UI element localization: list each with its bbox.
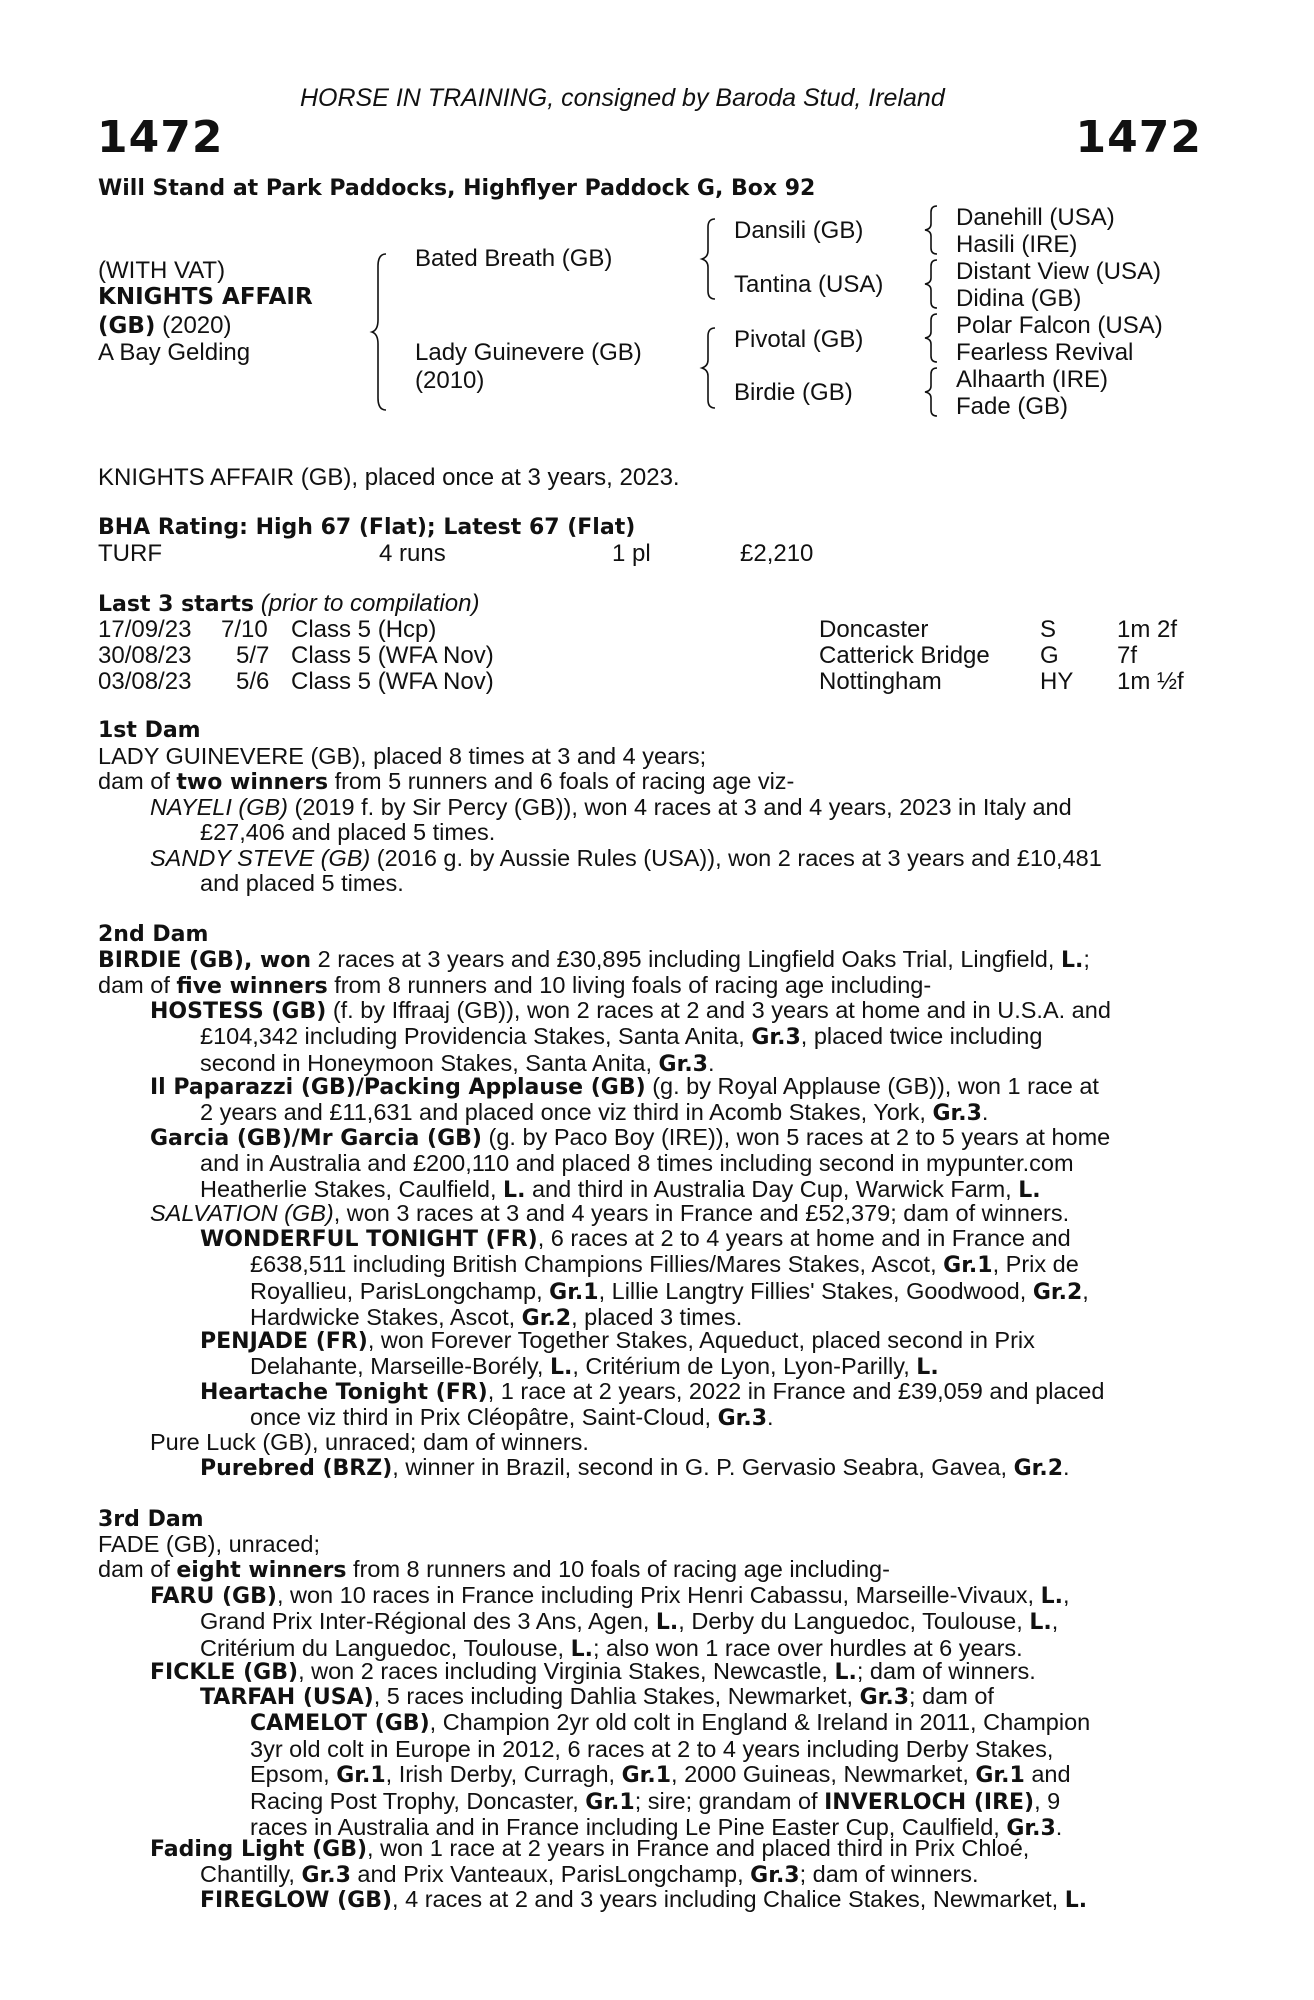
rating-placings: 1 pl (612, 540, 651, 567)
pedigree-bracket-main (372, 252, 392, 412)
dam: Lady Guinevere (GB) (415, 339, 642, 366)
gg-sire-sire-dam: Hasili (IRE) (956, 231, 1078, 258)
start-distance: 1m ½f (1117, 668, 1184, 695)
consignment-line: HORSE IN TRAINING, consigned by Baroda Stud, Ireland (300, 84, 945, 112)
progeny-faru: FARU (GB), won 10 races in France including Prix Henri Cabassu, Marseille-Vivaux, L., Grand Prix Inter-Régional des 3 Ans, Agen, L., Derby du Languedoc, Toulouse, L., Critérium du Languedoc, Toulouse, L.; also won 1 race over hurdles at 6 years. (150, 1582, 1070, 1662)
start-course: Nottingham (819, 668, 942, 695)
gg-dam-dam-dam: Fade (GB) (956, 393, 1069, 420)
start-position: 5/7 (236, 642, 270, 669)
start-going: G (1040, 642, 1059, 669)
third-dam-heading: 3rd Dam (98, 1507, 204, 1532)
gg-dam-dam-sire: Alhaarth (IRE) (956, 366, 1109, 393)
start-course: Doncaster (819, 616, 929, 643)
progeny-tarfah: TARFAH (USA), 5 races including Dahlia Stakes, Newmarket, Gr.3; dam of CAMELOT (GB), Champion 2yr old colt in England & Ireland in 2011, Champion 3yr old colt in Europe in 2012, 6 races at 2 to 4 years including Derby Stakes, Epsom, Gr.1, Irish Derby, Curragh, Gr.1, 2000 Guineas, Newmarket, Gr.1 and Racing Post Trophy, Doncaster, Gr.1; sire; grandam of INVERLOCH (IRE), 9 races in Australia and in France including Le Pine Easter Cup, Caulfield, Gr.3. (200, 1683, 1091, 1842)
sire-sire: Dansili (GB) (734, 217, 864, 244)
gg-sire-sire-sire: Danehill (USA) (956, 204, 1115, 231)
start-distance: 1m 2f (1117, 616, 1178, 643)
start-race: Class 5 (WFA Nov) (291, 642, 494, 669)
start-date: 17/09/23 (98, 616, 192, 643)
pedigree-bracket-gg4 (925, 366, 941, 418)
second-dam-text: BIRDIE (GB), won 2 races at 3 years and £30,895 including Lingfield Oaks Trial, Lingfield, L.; dam of five winners from 8 runners and 10 living foals of racing age including- (98, 946, 1090, 1000)
bha-rating: BHA Rating: High 67 (Flat); Latest 67 (Flat) (98, 515, 636, 540)
start-going: HY (1040, 668, 1074, 695)
progeny-garcia: Garcia (GB)/Mr Garcia (GB) (g. by Paco Boy (IRE)), won 5 races at 2 to 5 years at home and in Australia and £200,110 and placed 8 times including second in mypunter.com Heatherlie Stakes, Caulfield, L. and third in Australia Day Cup, Warwick Farm, L. (150, 1124, 1111, 1203)
dam-year: (2010) (415, 367, 485, 394)
start-date: 30/08/23 (98, 642, 192, 669)
lot-number-right: 1472 (1075, 112, 1202, 163)
first-dam-text (98, 744, 1202, 796)
start-date: 03/08/23 (98, 668, 192, 695)
rating-earnings: £2,210 (740, 540, 814, 567)
pedigree-bracket-gg3 (925, 312, 941, 364)
gg-dam-sire-sire: Polar Falcon (USA) (956, 312, 1163, 339)
last-starts-note: (prior to compilation) (254, 590, 480, 617)
first-dam-heading: 1st Dam (98, 718, 201, 743)
progeny-sandy-steve: SANDY STEVE (GB) (2016 g. by Aussie Rules (USA)), won 2 races at 3 years and £10,481 and placed 5 times. (150, 845, 1102, 897)
gg-sire-dam-dam: Didina (GB) (956, 285, 1082, 312)
start-course: Catterick Bridge (819, 642, 990, 669)
rating-surface: TURF (98, 540, 162, 567)
gg-sire-dam-sire: Distant View (USA) (956, 258, 1161, 285)
last-starts-title: Last 3 starts (98, 592, 255, 617)
sire-dam: Tantina (USA) (734, 271, 884, 298)
pedigree-bracket-sire (702, 217, 720, 301)
progeny-nayeli: NAYELI (GB) (2019 f. by Sir Percy (GB)), won 4 races at 3 and 4 years, 2023 in Italy and £27,406 and placed 5 times. (150, 794, 1072, 846)
progeny-purebred: Purebred (BRZ), winner in Brazil, second in G. P. Gervasio Seabra, Gavea, Gr.2. (200, 1454, 1070, 1481)
sire: Bated Breath (GB) (415, 245, 613, 272)
pedigree-bracket-gg2 (925, 258, 941, 310)
last-starts-heading (98, 590, 479, 618)
first-dam-line: LADY GUINEVERE (GB), placed 8 times at 3 and 4 years; (98, 743, 707, 769)
gg-dam-sire-dam: Fearless Revival (956, 339, 1134, 366)
progeny-fickle: FICKLE (GB), won 2 races including Virginia Stakes, Newcastle, L.; dam of winners. (150, 1658, 1036, 1685)
third-dam-text: FADE (GB), unraced; dam of eight winners from 8 runners and 10 foals of racing age including- (98, 1531, 890, 1584)
progeny-pure-luck: Pure Luck (GB), unraced; dam of winners. (150, 1429, 589, 1455)
race-summary: KNIGHTS AFFAIR (GB), placed once at 3 years, 2023. (98, 464, 680, 491)
start-race: Class 5 (Hcp) (291, 616, 437, 643)
rating-runs: 4 runs (379, 540, 446, 567)
horse-year: (2020) (155, 312, 232, 339)
dam-dam: Birdie (GB) (734, 379, 853, 406)
dam-sire: Pivotal (GB) (734, 326, 864, 353)
start-going: S (1040, 616, 1057, 643)
first-dam-produce-line: dam of two winners from 5 runners and 6 foals of racing age viz- (98, 768, 795, 796)
progeny-wonderful-tonight: WONDERFUL TONIGHT (FR), 6 races at 2 to 4 years at home and in France and £638,511 including British Champions Fillies/Mares Stakes, Ascot, Gr.1, Prix de Royallieu, ParisLongchamp, Gr.1, Lillie Langtry Fillies' Stakes, Goodwood, Gr.2, Hardwicke Stakes, Ascot, Gr.2, placed 3 times. (200, 1225, 1089, 1332)
horse-country: (GB) (98, 313, 156, 339)
second-dam-heading: 2nd Dam (98, 922, 209, 947)
progeny-il-paparazzi: Il Paparazzi (GB)/Packing Applause (GB) (g. by Royal Applause (GB)), won 1 race at 2 years and £11,631 and placed once viz third in Acomb Stakes, York, Gr.3. (150, 1073, 1099, 1127)
progeny-fireglow: FIREGLOW (GB), 4 races at 2 and 3 years including Chalice Stakes, Newmarket, L. (200, 1886, 1088, 1913)
lot-number-left: 1472 (97, 112, 224, 163)
vat-note: (WITH VAT) (98, 257, 226, 284)
progeny-hostess: HOSTESS (GB) (f. by Iffraaj (GB)), won 2 races at 2 and 3 years at home and in U.S.A. and £104,342 including Providencia Stakes, Santa Anita, Gr.3, placed twice including second in Honeymoon Stakes, Santa Anita, Gr.3. (150, 997, 1111, 1077)
start-race: Class 5 (WFA Nov) (291, 668, 494, 695)
progeny-fading-light: Fading Light (GB), won 1 race at 2 years in France and placed third in Prix Chloé, Chantilly, Gr.3 and Prix Vanteaux, ParisLongchamp, Gr.3; dam of winners. (150, 1835, 1030, 1889)
pedigree-bracket-gg1 (925, 204, 941, 256)
progeny-heartache-tonight: Heartache Tonight (FR), 1 race at 2 years, 2022 in France and £39,059 and placed once viz third in Prix Cléopâtre, Saint-Cloud, Gr.3. (200, 1378, 1105, 1432)
horse-origin (98, 311, 231, 341)
horse-name: KNIGHTS AFFAIR (98, 284, 313, 310)
start-distance: 7f (1117, 642, 1138, 669)
horse-description: A Bay Gelding (98, 339, 251, 366)
progeny-salvation: SALVATION (GB), won 3 races at 3 and 4 years in France and £52,379; dam of winners. (150, 1200, 1070, 1226)
pedigree-bracket-dam (702, 326, 720, 410)
start-position: 7/10 (221, 616, 268, 643)
stand-location: Will Stand at Park Paddocks, Highflyer Paddock G, Box 92 (98, 176, 816, 201)
start-position: 5/6 (236, 668, 270, 695)
progeny-penjade: PENJADE (FR), won Forever Together Stakes, Aqueduct, placed second in Prix Delahante, Marseille-Borély, L., Critérium de Lyon, Lyon-Parilly, L. (200, 1327, 1035, 1381)
